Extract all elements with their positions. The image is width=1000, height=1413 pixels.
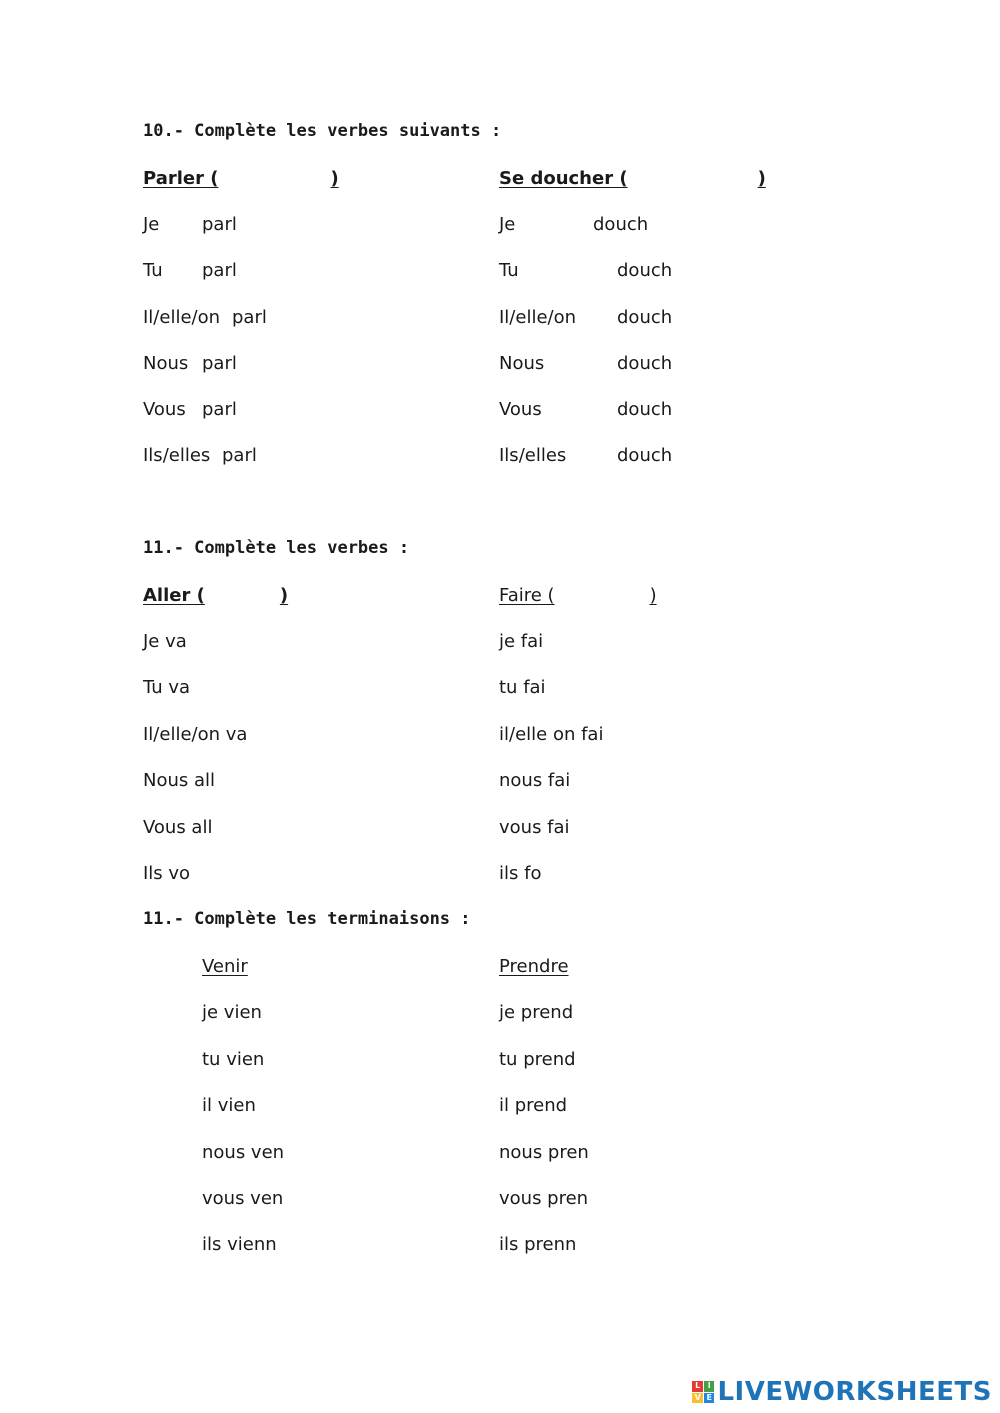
section-10-heading: 10.- Complète les verbes suivants :: [143, 121, 502, 141]
liveworksheets-brand[interactable]: [692, 1376, 992, 1408]
aller-row: Tu va: [143, 677, 191, 698]
venir-row: vous ven: [202, 1188, 284, 1209]
prendre-title: Prendre: [499, 956, 569, 977]
venir-row: nous ven: [202, 1142, 285, 1163]
doucher-row-pronoun: Tu: [499, 260, 519, 281]
prendre-row: vous pren: [499, 1188, 589, 1209]
parler-row-pronoun: Nous: [143, 353, 189, 374]
doucher-row-stem: douch: [617, 399, 673, 420]
faire-row: ils fo: [499, 863, 542, 884]
logo-letter: I: [704, 1381, 715, 1392]
prendre-row: ils prenn: [499, 1234, 577, 1255]
parler-row-stem: parl: [202, 399, 237, 420]
brand-name: LIVEWORKSHEETS: [717, 1377, 992, 1407]
aller-row: Ils vo: [143, 863, 191, 884]
prendre-row: il prend: [499, 1095, 568, 1116]
logo-letter: L: [692, 1381, 703, 1392]
aller-row: Nous all: [143, 770, 216, 791]
venir-row: il vien: [202, 1095, 256, 1116]
section-11b-heading: 11.- Complète les terminaisons :: [143, 909, 471, 929]
aller-row: Je va: [143, 631, 187, 652]
doucher-row-pronoun: Ils/elles: [499, 445, 567, 466]
venir-title: Venir: [202, 956, 248, 977]
parler-row-stem: parl: [222, 445, 257, 466]
section-11-heading: 11.- Complète les verbes :: [143, 538, 410, 558]
doucher-row-stem: douch: [593, 214, 649, 235]
parler-row-pronoun: Il/elle/on: [143, 307, 221, 328]
parler-row-pronoun: Vous: [143, 399, 186, 420]
doucher-row-pronoun: Je: [499, 214, 516, 235]
doucher-row-stem: douch: [617, 353, 673, 374]
parler-row-pronoun: Tu: [143, 260, 163, 281]
parler-row-pronoun: Ils/elles: [143, 445, 211, 466]
parler-title: Parler ( ): [143, 168, 339, 189]
doucher-row-stem: douch: [617, 445, 673, 466]
liveworksheets-logo-icon: [692, 1381, 714, 1403]
doucher-row-pronoun: Il/elle/on: [499, 307, 577, 328]
doucher-row-pronoun: Vous: [499, 399, 542, 420]
prendre-row: tu prend: [499, 1049, 576, 1070]
parler-row-stem: parl: [202, 214, 237, 235]
doucher-row-stem: douch: [617, 260, 673, 281]
faire-row: il/elle on fai: [499, 724, 604, 745]
prendre-row: nous pren: [499, 1142, 589, 1163]
parler-row-pronoun: Je: [143, 214, 160, 235]
venir-row: tu vien: [202, 1049, 265, 1070]
doucher-row-stem: douch: [617, 307, 673, 328]
doucher-row-pronoun: Nous: [499, 353, 545, 374]
faire-row: tu fai: [499, 677, 546, 698]
aller-row: Il/elle/on va: [143, 724, 248, 745]
parler-row-stem: parl: [232, 307, 267, 328]
logo-letter: E: [704, 1393, 715, 1404]
faire-row: je fai: [499, 631, 544, 652]
prendre-row: je prend: [499, 1002, 574, 1023]
faire-row: vous fai: [499, 817, 570, 838]
venir-row: ils vienn: [202, 1234, 277, 1255]
venir-row: je vien: [202, 1002, 262, 1023]
parler-row-stem: parl: [202, 353, 237, 374]
parler-row-stem: parl: [202, 260, 237, 281]
aller-title: Aller ( ): [143, 585, 289, 606]
faire-title: Faire ( ): [499, 585, 657, 606]
logo-letter: V: [692, 1393, 703, 1404]
aller-row: Vous all: [143, 817, 213, 838]
faire-row: nous fai: [499, 770, 571, 791]
se-doucher-title: Se doucher ( ): [499, 168, 766, 189]
